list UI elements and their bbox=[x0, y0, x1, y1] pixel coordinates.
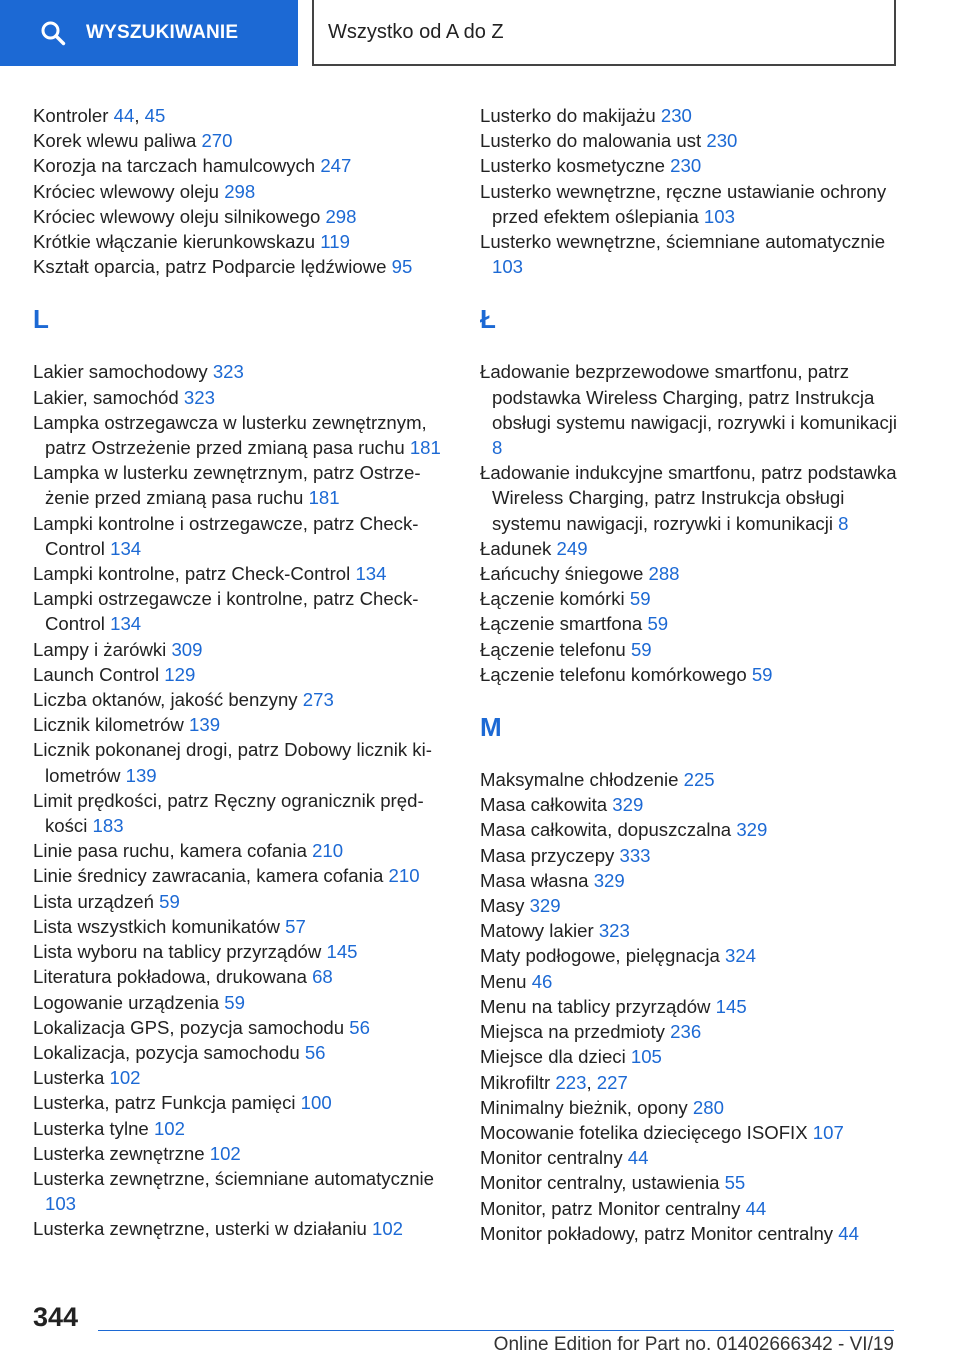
index-entry-text: Masa własna bbox=[480, 869, 594, 891]
index-entry-text: Limit prędkości, patrz Ręczny ogranicznik prędkości bbox=[33, 789, 424, 837]
index-entry-text: Lusterko do makijażu bbox=[480, 105, 661, 126]
page-link[interactable]: 103 bbox=[45, 1193, 77, 1215]
page-link[interactable]: 8 bbox=[838, 512, 849, 534]
index-entry bbox=[33, 1065, 443, 1090]
page-link[interactable]: 280 bbox=[692, 1096, 724, 1118]
index-entry bbox=[33, 561, 443, 586]
index-entry bbox=[33, 1040, 443, 1065]
page-link[interactable]: 105 bbox=[630, 1046, 662, 1068]
index-entry-text: Menu na tablicy przyrządów bbox=[480, 995, 716, 1017]
index-entry-text: Kontroler bbox=[33, 105, 114, 126]
page-link[interactable]: 103 bbox=[492, 256, 524, 278]
index-entry-text: Masy bbox=[480, 895, 530, 917]
index-entry-text: Króciec wlewowy oleju bbox=[33, 180, 225, 202]
index-entry-text: Monitor centralny, ustawienia bbox=[480, 1172, 725, 1194]
section-title-tab[interactable] bbox=[312, 0, 896, 66]
index-entry bbox=[33, 637, 443, 662]
index-entry bbox=[480, 817, 900, 842]
index-entry bbox=[33, 586, 443, 636]
index-entry-text: Lusterka bbox=[33, 1067, 110, 1089]
page-link[interactable]: 323 bbox=[598, 920, 630, 942]
index-entry bbox=[480, 918, 900, 943]
page-link[interactable]: 134 bbox=[355, 563, 387, 585]
footer-divider bbox=[98, 1330, 894, 1331]
page-link[interactable]: 56 bbox=[304, 1041, 326, 1063]
index-entry-text: Lakier samochodowy bbox=[33, 361, 213, 383]
index-entry bbox=[480, 1120, 900, 1145]
page-link[interactable]: 46 bbox=[531, 970, 553, 992]
page-link[interactable]: 8 bbox=[492, 437, 503, 459]
index-entry-text: Lampy i żarówki bbox=[33, 638, 172, 660]
page-link[interactable]: 55 bbox=[724, 1172, 746, 1194]
index-entry bbox=[33, 1090, 443, 1115]
page-link[interactable]: 236 bbox=[670, 1021, 702, 1043]
index-entry-text: Lusterko wewnętrzne, ściemniane automatycznie bbox=[480, 231, 886, 253]
index-entry-text: Monitor, patrz Monitor centralny bbox=[480, 1197, 746, 1219]
page-link[interactable]: 59 bbox=[159, 890, 180, 912]
page-link[interactable]: 100 bbox=[300, 1092, 332, 1114]
index-entry bbox=[33, 229, 443, 254]
index-entry bbox=[480, 586, 900, 611]
page-link[interactable]: 134 bbox=[110, 537, 142, 559]
page-link[interactable]: 323 bbox=[183, 386, 215, 408]
index-entry bbox=[480, 179, 900, 229]
index-entry bbox=[480, 792, 900, 817]
page-link[interactable]: 45 bbox=[144, 105, 166, 126]
page-link[interactable]: 129 bbox=[164, 663, 196, 685]
index-entry-text: Maty podłogowe, pielęgnacja bbox=[480, 945, 725, 967]
index-entry bbox=[33, 511, 443, 561]
index-entry-text: Licznik kilometrów bbox=[33, 714, 190, 736]
index-entry-text: Lista wyboru na tablicy przyrządów bbox=[33, 941, 327, 963]
index-entry bbox=[480, 1095, 900, 1120]
footer-edition: Online Edition for Part no. 01402666342 - VI/19 bbox=[493, 1334, 894, 1355]
index-entry bbox=[480, 637, 900, 662]
page-link[interactable]: 59 bbox=[630, 638, 652, 660]
index-entry bbox=[33, 863, 443, 888]
index-entry bbox=[33, 838, 443, 863]
page-separator: , bbox=[134, 105, 145, 126]
page-link[interactable]: 273 bbox=[302, 689, 334, 711]
index-entry bbox=[33, 737, 443, 787]
search-label: WYSZUKIWANIE bbox=[86, 22, 239, 43]
top-bar bbox=[0, 0, 960, 66]
page-link[interactable]: 288 bbox=[648, 563, 680, 585]
index-entry-text: Lusterka zewnętrzne bbox=[33, 1142, 210, 1164]
index-entry bbox=[33, 964, 443, 989]
index-entry bbox=[33, 788, 443, 838]
page-link[interactable]: 44 bbox=[838, 1222, 859, 1244]
page-link[interactable]: 56 bbox=[349, 1016, 370, 1038]
index-entry bbox=[33, 687, 443, 712]
index-entry-text: Ładowanie bezprzewodowe smartfonu, patrz podstawka Wireless Charging, patrz Instrukcja obsługi systemu nawigacji, rozrywki i komunikacji bbox=[480, 361, 898, 433]
index-entry-text: Korek wlewu paliwa bbox=[33, 130, 202, 152]
index-entry-text: Monitor pokładowy, patrz Monitor centralny bbox=[480, 1222, 839, 1244]
index-entry bbox=[480, 969, 900, 994]
index-entry-text: Łączenie telefonu bbox=[480, 638, 631, 660]
page-link[interactable]: 227 bbox=[596, 1071, 628, 1093]
page-link[interactable]: 230 bbox=[660, 105, 692, 126]
index-letter-heading: Ł bbox=[480, 304, 496, 335]
index-entry bbox=[480, 767, 900, 792]
page-link[interactable]: 68 bbox=[312, 966, 333, 988]
index-entry bbox=[33, 254, 443, 279]
page-link[interactable]: 95 bbox=[391, 256, 413, 278]
index-entry-text: Launch Control bbox=[33, 663, 165, 685]
page-link[interactable]: 230 bbox=[670, 155, 702, 177]
index-entry-text: Lusterka, patrz Funkcja pamięci bbox=[33, 1092, 301, 1114]
index-entry-text: Lista urządzeń bbox=[33, 890, 160, 912]
page-number: 344 bbox=[33, 1302, 79, 1332]
page-link[interactable]: 324 bbox=[724, 945, 757, 967]
index-entry bbox=[480, 153, 900, 178]
index-entry-text: Lusterko kosmetyczne bbox=[480, 155, 671, 177]
index-entry-text: Lampki kontrolne i ostrzegawcze, patrz Check-Control bbox=[33, 512, 419, 559]
index-entry bbox=[33, 153, 443, 178]
index-entry bbox=[480, 943, 900, 968]
index-entry-text: Lampki ostrzegawcze i kontrolne, patrz Check-Control bbox=[33, 588, 419, 635]
page-link[interactable]: 145 bbox=[715, 995, 747, 1017]
index-entry-text: Lokalizacja, pozycja samochodu bbox=[33, 1041, 305, 1063]
index-entry bbox=[480, 893, 900, 918]
index-entry bbox=[480, 536, 900, 561]
page-link[interactable]: 210 bbox=[312, 840, 344, 862]
index-entry bbox=[33, 1141, 443, 1166]
page-separator: , bbox=[586, 1071, 597, 1093]
page-link[interactable]: 44 bbox=[745, 1197, 767, 1219]
page-link[interactable]: 59 bbox=[224, 991, 245, 1013]
index-entry-text: Matowy lakier bbox=[480, 920, 599, 942]
page-link[interactable]: 333 bbox=[619, 844, 651, 866]
index-entry bbox=[33, 1015, 443, 1040]
index-entry bbox=[33, 662, 443, 687]
index-entry bbox=[33, 1166, 443, 1216]
page-link[interactable]: 329 bbox=[529, 895, 561, 917]
index-entry-text: Łączenie telefonu komórkowego bbox=[480, 663, 752, 685]
index-entry bbox=[480, 359, 900, 460]
index-entry-text: Lampka w lusterku zewnętrznym, patrz Ostrzeżenie przed zmianą pasa ruchu bbox=[33, 462, 421, 509]
page-link[interactable]: 329 bbox=[612, 794, 644, 816]
page-link[interactable]: 102 bbox=[209, 1142, 241, 1164]
index-entry-text: Ładunek bbox=[480, 537, 557, 559]
page-link[interactable]: 59 bbox=[751, 663, 773, 685]
index-entry-text: Lusterko wewnętrzne, ręczne ustawianie ochrony przed efektem oślepiania bbox=[480, 180, 887, 227]
page-link[interactable]: 139 bbox=[189, 714, 221, 736]
index-column-right bbox=[480, 103, 900, 1246]
index-entry bbox=[480, 460, 900, 536]
index-entry-text: Korozja na tarczach hamulcowych bbox=[33, 155, 321, 177]
index-entry bbox=[33, 385, 443, 410]
page-link[interactable]: 298 bbox=[325, 205, 357, 227]
page-link[interactable]: 134 bbox=[110, 613, 142, 635]
index-entry-text: Miejsca na przedmioty bbox=[480, 1021, 671, 1043]
index-entry bbox=[480, 128, 900, 153]
index-entry bbox=[33, 359, 443, 384]
index-entry bbox=[33, 103, 443, 128]
index-entry-text: Mikrofiltr bbox=[480, 1071, 556, 1093]
index-entry-text: Licznik pokonanej drogi, patrz Dobowy licznik kilometrów bbox=[33, 739, 432, 786]
index-entry-text: Monitor centralny bbox=[480, 1147, 628, 1169]
index-entry-text: Lampki kontrolne, patrz Check-Control bbox=[33, 563, 356, 585]
page-link[interactable]: 44 bbox=[627, 1147, 649, 1169]
index-entry bbox=[480, 561, 900, 586]
index-entry-text: Lusterko do malowania ust bbox=[480, 130, 707, 152]
index-entry bbox=[480, 1019, 900, 1044]
index-entry-text: Lusterka zewnętrzne, usterki w działaniu bbox=[33, 1218, 372, 1240]
page-link[interactable]: 119 bbox=[320, 231, 350, 253]
page-link[interactable]: 145 bbox=[326, 941, 358, 963]
page-link[interactable]: 230 bbox=[706, 130, 738, 152]
index-column-left bbox=[33, 103, 443, 1242]
index-entry-text: Łączenie smartfona bbox=[480, 613, 648, 635]
page-link[interactable]: 298 bbox=[224, 180, 256, 202]
search-button[interactable] bbox=[0, 0, 298, 66]
page-link[interactable]: 323 bbox=[212, 361, 244, 383]
page-link[interactable]: 181 bbox=[308, 487, 340, 509]
index-entry-text: Linie średnicy zawracania, kamera cofania bbox=[33, 865, 389, 887]
index-entry bbox=[33, 1216, 443, 1241]
index-entry bbox=[480, 868, 900, 893]
page-link[interactable]: 57 bbox=[285, 915, 306, 937]
index-entry bbox=[480, 611, 900, 636]
page-link[interactable]: 102 bbox=[153, 1117, 185, 1139]
index-entry bbox=[480, 103, 900, 128]
page-link[interactable]: 210 bbox=[388, 865, 420, 887]
index-entry bbox=[480, 1070, 900, 1095]
search-icon bbox=[40, 20, 66, 46]
page-link[interactable]: 59 bbox=[629, 588, 651, 610]
page-link[interactable]: 44 bbox=[113, 105, 135, 126]
index-entry-text: Łączenie komórki bbox=[480, 588, 630, 610]
page-link[interactable]: 59 bbox=[647, 613, 669, 635]
page-link[interactable]: 102 bbox=[371, 1218, 404, 1240]
index-entry bbox=[480, 1170, 900, 1195]
page-link[interactable]: 309 bbox=[171, 638, 203, 660]
index-entry-text: Menu bbox=[480, 970, 532, 992]
index-entry-text: Lakier, samochód bbox=[33, 386, 184, 408]
index-entry bbox=[33, 128, 443, 153]
index-entry-text: Krótkie włączanie kierunkowskazu bbox=[33, 231, 321, 253]
section-title: Wszystko od A do Z bbox=[328, 20, 504, 43]
index-entry-text: Masa całkowita, dopuszczalna bbox=[480, 819, 737, 841]
index-entry bbox=[33, 460, 443, 510]
index-entry bbox=[33, 1116, 443, 1141]
index-entry-text: Maksymalne chłodzenie bbox=[480, 769, 684, 791]
index-entry-text: Króciec wlewowy oleju silnikowego bbox=[33, 205, 326, 227]
index-entry-text: Linie pasa ruchu, kamera cofania bbox=[33, 840, 313, 862]
index-entry-text: Lusterka tylne bbox=[33, 1117, 154, 1139]
index-entry-text: Liczba oktanów, jakość benzyny bbox=[33, 689, 303, 711]
index-entry-text: Łańcuchy śniegowe bbox=[480, 563, 649, 585]
page-link[interactable]: 249 bbox=[556, 537, 588, 559]
index-entry bbox=[480, 229, 900, 279]
page-link[interactable]: 223 bbox=[555, 1071, 587, 1093]
page-link[interactable]: 329 bbox=[736, 819, 768, 841]
index-letter-heading: M bbox=[480, 712, 502, 743]
index-entry-text: Ładowanie indukcyjne smartfonu, patrz podstawka Wireless Charging, patrz Instrukcja obsługi systemu nawigacji, rozrywki i komunikacji bbox=[480, 462, 897, 534]
index-entry-text: Lista wszystkich komunikatów bbox=[33, 915, 286, 937]
index-entry-text: Logowanie urządzenia bbox=[33, 991, 225, 1013]
index-entry bbox=[33, 204, 443, 229]
index-entry-text: Kształt oparcia, patrz Podparcie lędźwiowe bbox=[33, 256, 392, 278]
index-entry bbox=[480, 1221, 900, 1246]
index-letter-heading: L bbox=[33, 304, 49, 335]
index-entry bbox=[33, 179, 443, 204]
page-link[interactable]: 107 bbox=[812, 1121, 844, 1143]
index-entry bbox=[480, 1196, 900, 1221]
page-link[interactable]: 225 bbox=[683, 769, 715, 791]
page-link[interactable]: 329 bbox=[593, 869, 625, 891]
index-entry-text: Mocowanie fotelika dziecięcego ISOFIX bbox=[480, 1121, 813, 1143]
index-entry bbox=[33, 712, 443, 737]
page-link[interactable]: 181 bbox=[409, 437, 441, 459]
index-entry bbox=[480, 994, 900, 1019]
index-entry-text: Lokalizacja GPS, pozycja samochodu bbox=[33, 1016, 350, 1038]
page-link[interactable]: 139 bbox=[125, 764, 157, 786]
index-entry bbox=[480, 843, 900, 868]
page-link[interactable]: 102 bbox=[109, 1067, 141, 1089]
index-entry-text: Masa przyczepy bbox=[480, 844, 620, 866]
index-entry bbox=[480, 662, 900, 687]
index-entry-text: Miejsce dla dzieci bbox=[480, 1046, 631, 1068]
index-entry bbox=[33, 939, 443, 964]
index-entry bbox=[33, 914, 443, 939]
page-link[interactable]: 183 bbox=[92, 815, 124, 837]
index-entry bbox=[33, 410, 443, 460]
index-entry-text: Masa całkowita bbox=[480, 794, 613, 816]
index-entry-text: Lampka ostrzegawcza w lusterku zewnętrznym, patrz Ostrzeżenie przed zmianą pasa ruchu bbox=[33, 411, 427, 459]
index-entry bbox=[480, 1145, 900, 1170]
page-link[interactable]: 270 bbox=[201, 130, 233, 152]
page-link[interactable]: 103 bbox=[703, 205, 735, 227]
index-entry bbox=[33, 990, 443, 1015]
index-entry bbox=[480, 1044, 900, 1069]
page-link[interactable]: 247 bbox=[320, 155, 352, 177]
index-entry bbox=[33, 889, 443, 914]
index-entry-text: Literatura pokładowa, drukowana bbox=[33, 966, 313, 988]
index-entry-text: Lusterka zewnętrzne, ściemniane automatycznie bbox=[33, 1167, 435, 1189]
index-entry-text: Minimalny bieżnik, opony bbox=[480, 1096, 693, 1118]
